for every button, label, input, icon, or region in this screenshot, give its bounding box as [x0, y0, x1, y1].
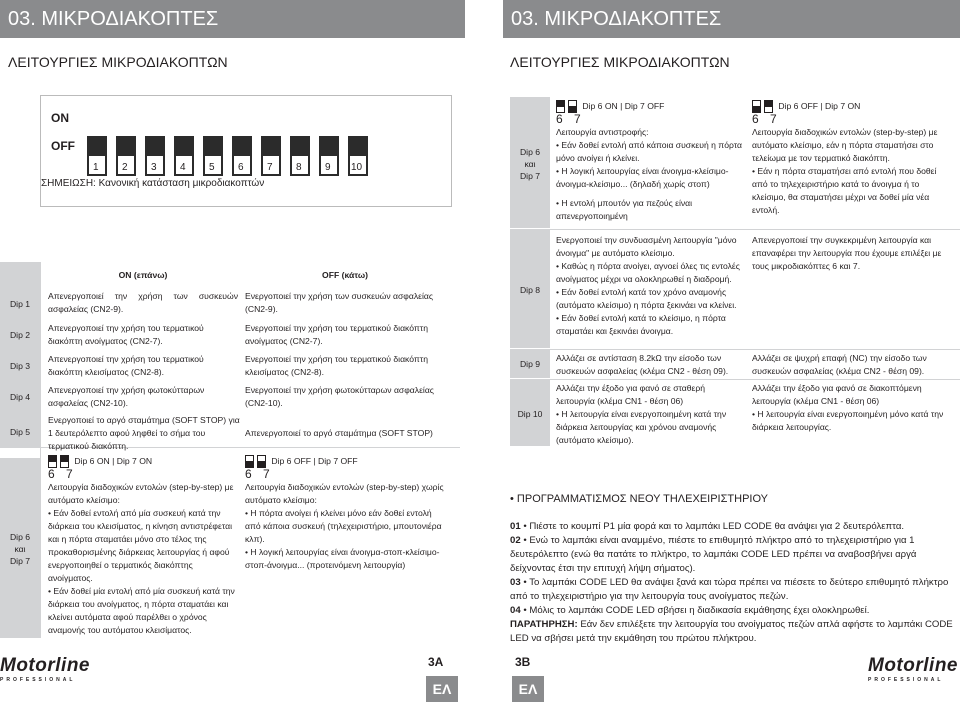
dip-number: 2 — [122, 162, 128, 173]
dip-number: 5 — [209, 162, 215, 173]
step-text: • Ενώ το λαμπάκι είναι αναμμένο, πιέστε το επιθυμητό πλήκτρο από το τηλεχειριστήριο για 1 δευτερόλεπτο (ενώ θα πατάτε το πλήκτρο, το λαμπάκι CODE LED πρέπει να αναβοσβήνει αργά δείχνοντας έτσι την επιτυχή λήψη σήματος). — [510, 535, 917, 574]
dip67-line: • Η λογική λειτουργίας είναι άνοιγμα-στοπ-κλείσιμο-στοπ-άνοιγμα... (προτεινόμενη λειτουργία) — [245, 547, 440, 571]
dip-off-description: Αλλάζει σε ψυχρή επαφή (NC) την είσοδο των συσκευών ασφαλείας (κλέμα CN2 - θέση 09). — [752, 353, 927, 376]
dip-off-description: Απενεργοποιεί το αργό σταμάτημα (SOFT STOP) — [245, 428, 433, 438]
dip67-option-title: Dip 6 ON | Dip 7 ON — [74, 456, 153, 466]
dip-off-description: Αλλάζει την έξοδο για φανό σε διακοπτόμενη λειτουργία (κλέμα CN1 - θέση 06) • Η λειτουργία είναι ενεργοποιημένη μόνο κατά την διάρκεια λειτουργίας. — [752, 383, 944, 432]
dip67-line: • Εάν η πόρτα σταματήσει από εντολή που δοθεί από το τηλεχειριστήριο κατά το άνοιγμα ή το κλείσιμο, θα σταματήσει μέχρι να δοθεί μία νέα εντολή. — [752, 166, 937, 216]
dip67-line: • Η λογική λειτουργίας είναι άνοιγμα-κλείσιμο-άνοιγμα-κλείσιμο... (δηλαδή χωρίς στοπ) — [556, 166, 729, 190]
dip67-line: Λειτουργία διαδοχικών εντολών (step-by-step) χωρίς αυτόματο κλείσιμο: — [245, 482, 444, 506]
logo-subtext: PROFESSIONAL — [868, 677, 944, 683]
dip67-line: • Η πόρτα ανοίγει ή κλείνει μόνο εάν δοθεί εντολή από κάποια συσκευή (τηλεχειριστήριο, μπουτονιέρα κλπ). — [245, 508, 442, 545]
switch-off-icon — [257, 455, 266, 468]
dip67-option-title-row — [556, 100, 744, 113]
switch-on-icon — [556, 100, 565, 113]
dip67-line: • Εάν δοθεί μία εντολή από μία συσκευή κατά την διάρκεια του ανοίγματος, η πόρτα σταματάει και κλείνει αυτόματα αφού παρέλθει ο χρόνος αναμονής του αυτόματου κλεισίματος. — [48, 586, 235, 636]
col-header-on: ON (επάνω) — [118, 270, 168, 280]
dip-number: 3 — [151, 162, 157, 173]
dip67-label — [0, 525, 40, 573]
step-text: • Μόλις το λαμπάκι CODE LED σβήσει η διαδικασία εκμάθησης έχει ολοκληρωθεί. — [520, 605, 870, 616]
note-label: ΠΑΡΑΤΗΡΗΣΗ: — [510, 619, 578, 630]
dip67-line: Λειτουργία διαδοχικών εντολών (step-by-step) με αυτόματο κλείσιμο, εάν η πόρτα σταματήσει στο τελείωμα με τον τερματικό διακόπτη. — [752, 127, 938, 164]
dip67-option-off-off — [245, 455, 445, 572]
divider — [510, 229, 960, 230]
switch-off-icon — [568, 100, 577, 113]
logo — [868, 655, 958, 683]
dip-on-description: Αλλάζει σε αντίσταση 8.2kΩ την είσοδο των συσκευών ασφαλείας (κλέμα CN2 - θέση 09). — [556, 353, 729, 376]
note-text: Εάν δεν επιλέξετε την λειτουργία του ανοίγματος πεζών απλά αφήστε το λαμπάκι CODE LED να σβήσει μετά την εκμάθηση του πρώτου πλήκτρου. — [510, 619, 953, 644]
logo-text: Motorline — [0, 655, 90, 676]
dip67-option-title: Dip 6 OFF | Dip 7 OFF — [271, 456, 358, 466]
dip67-line: • Η εντολή μπουτόν για πεζούς είναι απενεργοποιημένη — [556, 198, 693, 222]
left-page-subheader: ΛΕΙΤΟΥΡΓΙΕΣ ΜΙΚΡΟΔΙΑΚΟΠΤΩΝ — [8, 54, 228, 70]
divider — [510, 379, 960, 380]
step-number: 04 — [510, 605, 521, 616]
dip-label: Dip 9 — [519, 359, 541, 369]
divider — [40, 262, 41, 638]
page-number: 3A — [428, 655, 444, 669]
language-badge: ΕΛ — [512, 676, 544, 702]
dip67-option-title-row — [752, 100, 952, 113]
on-label: ON — [51, 111, 69, 125]
switch-off-icon — [245, 455, 254, 468]
dip67-line: Λειτουργία διαδοχικών εντολών (step-by-step) με αυτόματο κλείσιμο: — [48, 482, 234, 506]
dip67-option-off-on — [752, 100, 952, 217]
dip67-digits: 6 7 — [752, 112, 781, 127]
dip67-digits: 6 7 — [245, 467, 274, 482]
page-number: 3B — [515, 655, 531, 669]
programming-step — [510, 520, 960, 534]
dip-label: Dip 4 — [9, 392, 31, 402]
dip67-option-title: Dip 6 ON | Dip 7 OFF — [582, 101, 665, 111]
switch-on-icon — [48, 455, 57, 468]
programming-step — [510, 534, 960, 576]
dip67-option-title: Dip 6 OFF | Dip 7 ON — [778, 101, 861, 111]
language-badge: ΕΛ — [426, 676, 458, 702]
dip-label: Dip 3 — [9, 361, 31, 371]
switch-off-icon — [752, 100, 761, 113]
dip67-label-line: Dip 6 — [519, 147, 541, 157]
dip67-label-line: και — [524, 159, 536, 169]
dip-number: 10 — [351, 162, 363, 173]
step-number: 02 — [510, 535, 521, 546]
programming-step — [510, 604, 960, 618]
step-text: • Το λαμπάκι CODE LED θα ανάψει ξανά και τώρα πρέπει να πιέσετε το δεύτερο επιθυμητό πλήκτρο από το τηλεχειριστήριο για την λειτουργία τους ανοίγματος πεζών. — [510, 577, 949, 602]
dip-switch-panel — [40, 95, 452, 207]
dip-on-description: Ενεργοποιεί την συνδυασμένη λειτουργία "μόνο άνοιγμα" με αυτόματο κλείσιμο. • Καθώς η πόρτα ανοίγει, αγνοεί όλες τις εντολές ανοίγματος μέχρι να ολοκληρωθεί η διαδρομή. • Εάν δοθεί εντολή κατά τον χρόνο αναμονής (αυτόματο κλείσιμο) η πόρτα ξεκινάει να κλείνει. • Εάν δοθεί εντολή κατά το κλείσιμο, η πόρτα σταματάει και ξεκινάει άνοιγμα. — [556, 235, 740, 336]
dip67-option-on-off — [556, 100, 744, 223]
col-header-off: OFF (κάτω) — [322, 270, 368, 280]
dip67-digits: 6 7 — [556, 112, 585, 127]
right-page-subheader: ΛΕΙΤΟΥΡΓΙΕΣ ΜΙΚΡΟΔΙΑΚΟΠΤΩΝ — [510, 54, 730, 70]
dip-panel-note: ΣΗΜΕΙΩΣΗ: Κανονική κατάσταση μικροδιακοπτών — [41, 178, 265, 189]
right-page-header: 03. ΜΙΚΡΟΔΙΑΚΟΠΤΕΣ — [503, 0, 960, 38]
programming-step — [510, 576, 960, 604]
dip-label: Dip 5 — [9, 427, 31, 437]
dip-off-description: Ενεργοποιεί την χρήση του τερματικού διακόπτη κλεισίματος (CN2-8). — [245, 354, 428, 377]
dip-label: Dip 10 — [517, 409, 543, 419]
dip-off-description: Ενεργοποιεί την χρήση των συσκευών ασφαλείας (CN2-9). — [245, 291, 433, 314]
dip67-option-on-on — [48, 455, 238, 637]
dip67-option-title-row — [48, 455, 238, 468]
logo-text: Motorline — [868, 655, 958, 676]
dip67-line: Λειτουργία αντιστροφής: — [556, 127, 649, 138]
dip67-option-title-row — [245, 455, 445, 468]
switch-on-icon — [764, 100, 773, 113]
divider — [510, 349, 960, 350]
dip-number: 4 — [180, 162, 186, 173]
dip67-label-line: και — [14, 544, 26, 554]
dip67-label-line: Dip 7 — [519, 171, 541, 181]
logo-subtext: PROFESSIONAL — [0, 677, 76, 683]
dip-label: Dip 2 — [9, 330, 31, 340]
logo — [0, 655, 90, 683]
dip-on-description: Ενεργοποιεί το αργό σταμάτημα (SOFT STOP) για 1 δευτερόλεπτο αφού ληφθεί το σήμα του τερματικού διακόπτη. — [48, 415, 240, 451]
dip-label: Dip 1 — [9, 299, 31, 309]
dip67-label — [510, 140, 550, 188]
dip67-line: • Εάν δοθεί εντολή από μία συσκευή κατά την διάρκεια του κλεισίματος, η κίνηση αντιστρέφεται και η πόρτα σταματάει μόνο στο τέλος της προκαθορισμένης διάρκειας λειτουργίας ή αφού ενεργοποιηθεί ο τερματικός διακόπτης ανοίγματος. — [48, 508, 232, 584]
dip67-digits: 6 7 — [48, 467, 77, 482]
dip-on-description: Αλλάζει την έξοδο για φανό σε σταθερή λειτουργία (κλέμα CN1 - θέση 06) • Η λειτουργία είναι ενεργοποιημένη κατά την διάρκεια λειτουργίας και χρόνου αναμονής (αυτόματο κλείσιμο). — [556, 383, 727, 445]
dip-number: 1 — [93, 162, 99, 173]
programming-steps — [510, 520, 960, 646]
dip-number: 6 — [238, 162, 244, 173]
step-number: 03 — [510, 577, 521, 588]
dip-label: Dip 8 — [519, 285, 541, 295]
dip67-label-line: Dip 6 — [9, 532, 31, 542]
dip-off-description: Απενεργοποιεί την συγκεκριμένη λειτουργία και επαναφέρει την λειτουργία που έχουμε επιλέξει με τους μικροδιακόπτες 6 και 7. — [752, 235, 942, 271]
dip-off-description: Ενεργοποιεί την χρήση φωτοκύτταρων ασφαλείας (CN2-10). — [245, 385, 434, 408]
step-text: • Πιέστε το κουμπί P1 μία φορά και το λαμπάκι LED CODE θα ανάψει για 2 δευτερόλεπτα. — [520, 521, 905, 532]
dip-on-description: Απενεργοποιεί την χρήση των συσκευών ασφαλείας (CN2-9). — [48, 291, 238, 314]
dip-on-description: Απενεργοποιεί την χρήση φωτοκύτταρων ασφαλείας (CN2-10). — [48, 385, 205, 408]
dip-on-description: Απενεργοποιεί την χρήση του τερματικού διακόπτη κλεισίματος (CN2-8). — [48, 354, 204, 377]
step-number: 01 — [510, 521, 521, 532]
off-label: OFF — [51, 139, 75, 153]
dip67-label-line: Dip 7 — [9, 556, 31, 566]
dip-on-description: Απενεργοποιεί την χρήση του τερματικού διακόπτη ανοίγματος (CN2-7). — [48, 323, 204, 346]
programming-note — [510, 618, 960, 646]
dip67-line: • Εάν δοθεί εντολή από κάποια συσκευή η πόρτα μόνο ανοίγει ή κλείνει. — [556, 140, 742, 164]
programming-title: • ΠΡΟΓΡΑΜΜΑΤΙΣΜΟΣ ΝΕΟΥ ΤΗΛΕΧΕΙΡΙΣΤΗΡΙΟΥ — [510, 493, 769, 505]
dip-off-description: Ενεργοποιεί την χρήση του τερματικού διακόπτη ανοίγματος (CN2-7). — [245, 323, 428, 346]
dip-number: 7 — [267, 162, 273, 173]
switch-on-icon — [60, 455, 69, 468]
left-page-header: 03. ΜΙΚΡΟΔΙΑΚΟΠΤΕΣ — [0, 0, 465, 38]
dip-number: 9 — [325, 162, 331, 173]
dip-number: 8 — [296, 162, 302, 173]
